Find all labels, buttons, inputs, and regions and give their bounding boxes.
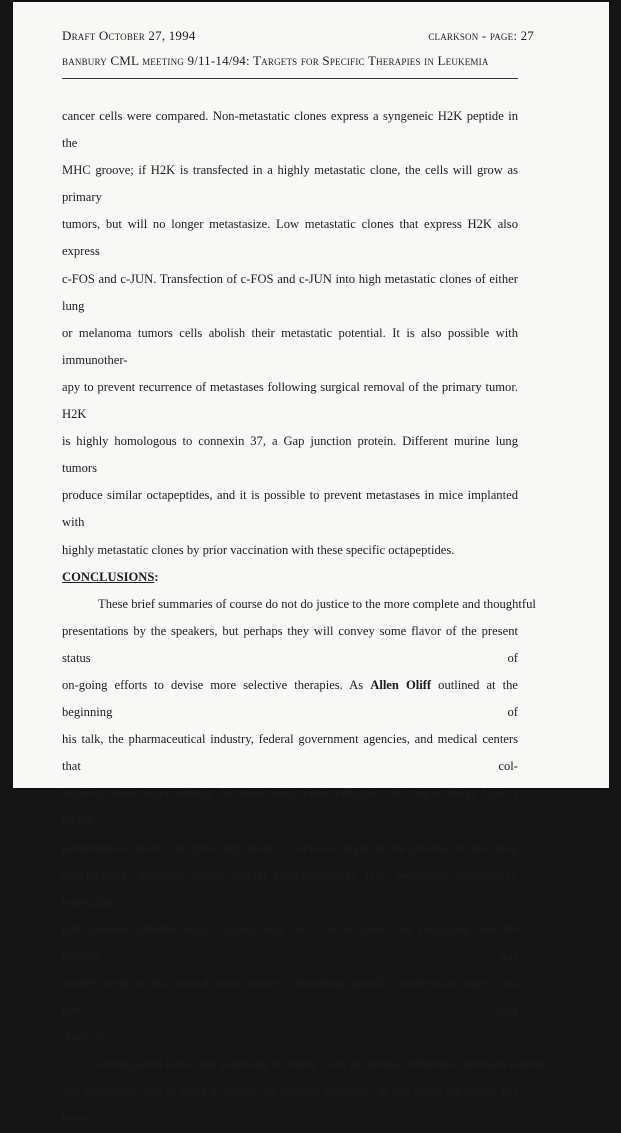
text-line: c-FOS and c-JUN. Transfection of c-FOS and c-JUN into high metastatic clones of either lung xyxy=(62,271,518,313)
text-line: his talk, the pharmaceutical industry, federal government agencies, and medical centers that col- xyxy=(62,732,518,774)
text-line: or melanoma tumors cells abolish their metastatic potential. It is also possible with immunother- xyxy=(62,325,518,367)
text-line: performance record. He gave high marks to several stages in the process of new drug xyxy=(62,840,518,855)
text-line: notably weak in two crucial areas, namely identifying specific biochemical targets and new drug xyxy=(62,976,518,1018)
text-line: highly metastatic clones by prior vaccination with these specific octapeptides. xyxy=(62,542,455,557)
text-line: presentations by the speakers, but perhaps they will convey some flavor of the present status of xyxy=(62,623,518,665)
paragraph-metastasis xyxy=(62,103,518,564)
text-line: development, including whole animal pathophysiology (i.e., preclinical toxicology), molecular xyxy=(62,867,518,909)
meeting-title: banbury CML meeting 9/11-14/94: Targets for Specific Therapies in Leukemia xyxy=(62,53,489,68)
page-number: clarkson - page: 27 xyxy=(428,28,534,43)
text-line: is highly homologous to connexin 37, a Gap junction protein. Different murine lung tumors xyxy=(62,434,518,476)
draft-date: Draft October 27, 1994 xyxy=(62,28,196,43)
document-body xyxy=(62,103,546,1133)
text-line: tumors, but will no longer metastasize. Low metastatic clones that express H2K also express xyxy=(62,217,518,259)
heading-colon: : xyxy=(154,569,159,584)
section-heading-conclusions xyxy=(62,564,518,591)
text-line: Investigators have been searching for many years for unique differences between normal xyxy=(98,1057,546,1072)
text-line: lectively share responsibility for developing more effective anti-cancer drugs have a mixed xyxy=(62,786,518,828)
speaker-name: Allen Oliff xyxy=(370,677,432,692)
paragraph-conclusions xyxy=(62,591,536,1052)
text-line: pathogenesis, pharmacologic optimization and clinical trials, but concluded that the process was xyxy=(62,921,518,963)
heading-text: CONCLUSIONS xyxy=(62,569,155,584)
text-line: and neoplastic cells to serve as targets for specific therapies. In one sense the search has been xyxy=(62,1084,518,1126)
text-run: on-going efforts to devise more selective therapies. As xyxy=(62,677,371,692)
paragraph-investigators xyxy=(62,1051,546,1132)
text-line: apy to prevent recurrence of metastases following surgical removal of the primary tumor. H2K xyxy=(62,379,518,422)
text-run: outlined at the beginning of xyxy=(62,677,518,720)
header-divider xyxy=(62,78,518,79)
text-line: MHC groove; if H2K is transfected in a highly metastatic clone, the cells will grow as primary xyxy=(62,163,518,205)
text-line: produce similar octapeptides, and it is possible to prevent metastases in mice implanted with xyxy=(62,488,518,530)
text-line xyxy=(62,672,518,726)
text-line: These brief summaries of course do not do justice to the more complete and thoughtful xyxy=(98,596,536,611)
running-header xyxy=(62,28,534,44)
text-line: cancer cells were compared. Non-metastatic clones express a syngeneic H2K peptide in the xyxy=(62,109,518,151)
text-line: discovery. xyxy=(62,1030,114,1045)
